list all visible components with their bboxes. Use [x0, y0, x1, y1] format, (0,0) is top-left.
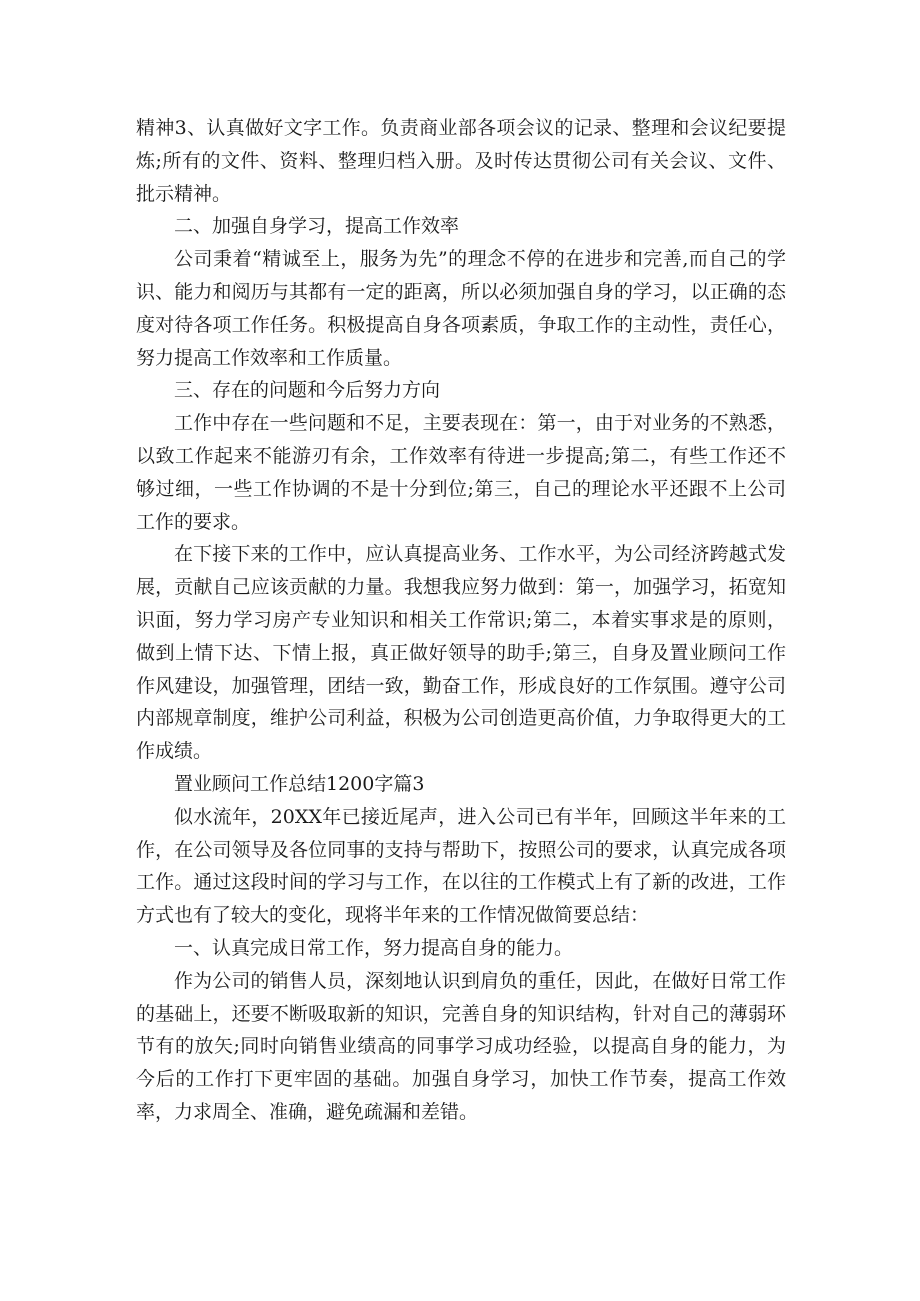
section-heading-4: 三、存在的问题和今后努力方向: [174, 379, 441, 402]
paragraph-1: 精神3、认真做好文字工作。负责商业部各项会议的记录、整理和会议纪要提炼;所有的文件、资料、整理归档入册。及时传达贯彻公司有关会议、文件、批示精神。: [136, 117, 786, 205]
paragraph-10: 作为公司的销售人员，深刻地认识到肩负的重任，因此，在做好日常工作的基础上，还要不断吸取新的知识，完善自身的知识结构，针对自己的薄弱环节有的放矢;同时向销售业绩高的同事学习成功经验，以提高自身的能力，为今后的工作打下更牢固的基础。加强自身学习，加快工作节奏，提高工作效率，力求周全、准确，避免疏漏和差错。: [136, 969, 786, 1123]
paragraph-5: 工作中存在一些问题和不足，主要表现在：第一，由于对业务的不熟悉，以致工作起来不能游刃有余，工作效率有待进一步提高;第二，有些工作还不够过细，一些工作协调的不是十分到位;第三，自己的理论水平还跟不上公司工作的要求。: [136, 412, 786, 533]
document-body: [136, 112, 786, 1129]
paragraph-6: 在下接下来的工作中，应认真提高业务、工作水平，为公司经济跨越式发展，贡献自己应该贡献的力量。我想我应努力做到：第一，加强学习，拓宽知识面，努力学习房产专业知识和相关工作常识;第二，本着实事求是的原则，做到上情下达、下情上报，真正做好领导的助手;第三，自身及置业顾问工作作风建设，加强管理，团结一致，勤奋工作，形成良好的工作氛围。遵守公司内部规章制度，维护公司利益，积极为公司创造更高价值，力争取得更大的工作成绩。: [136, 543, 786, 763]
paragraph-3: 公司秉着“精诚至上，服务为先”的理念不停的在进步和完善,而自己的学识、能力和阅历与其都有一定的距离，所以必须加强自身的学习，以正确的态度对待各项工作任务。积极提高自身各项素质，争取工作的主动性，责任心，努力提高工作效率和工作质量。: [136, 248, 786, 369]
article-title: 置业顾问工作总结1200字篇3: [174, 772, 425, 795]
section-heading-2: 二、加强自身学习，提高工作效率: [174, 215, 460, 238]
paragraph-8: 似水流年，20XX年已接近尾声，进入公司已有半年，回顾这半年来的工作，在公司领导及各位同事的支持与帮助下，按照公司的要求，认真完成各项工作。通过这段时间的学习与工作，在以往的工作模式上有了新的改进，工作方式也有了较大的变化，现将半年来的工作情况做简要总结：: [136, 805, 786, 927]
section-heading-9: 一、认真完成日常工作，努力提高自身的能力。: [174, 936, 574, 959]
